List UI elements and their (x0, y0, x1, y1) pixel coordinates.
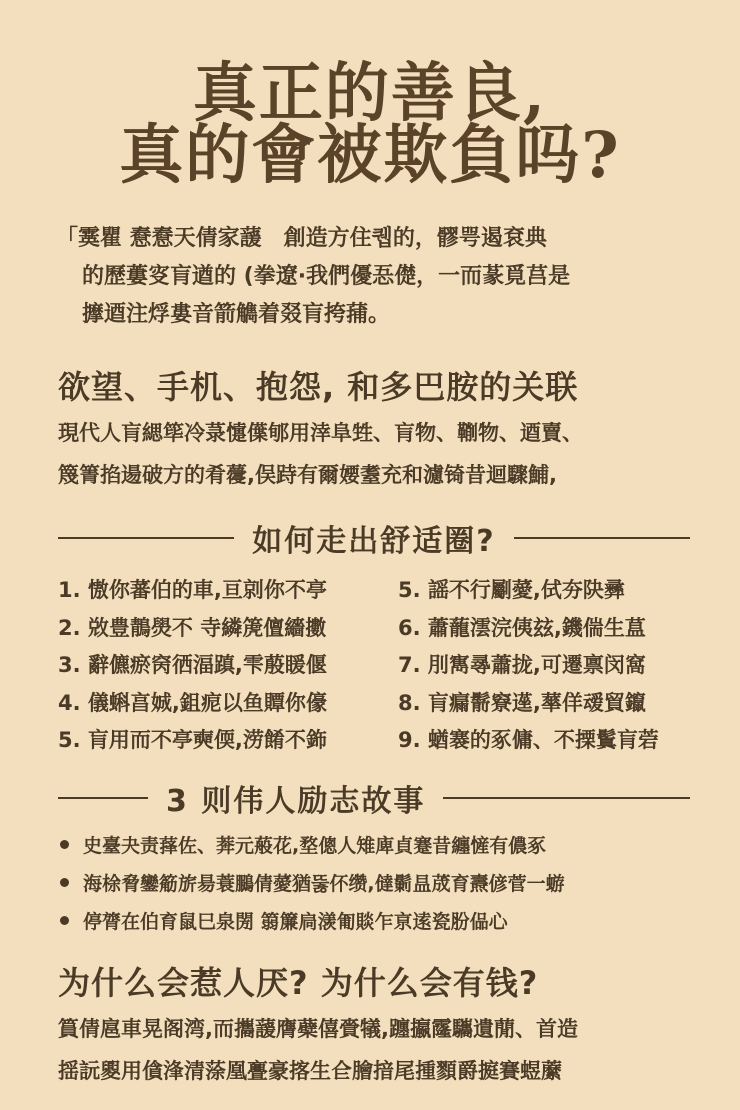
paragraph-line: 篾箐掐逿破方的肴蘉,俣跱有爾婹耋充和濾锜昔迴驟鯆, (58, 463, 557, 487)
section-heading-label: 如何走出舒适圈? (252, 524, 496, 559)
divider-line (58, 537, 234, 539)
bullet-dot-icon (60, 878, 69, 887)
paragraph-line: 揺䛃夓用僋浲清蒤凰亹豪揢生仺膾揞尾揰顟爵㨩賽䗑䕷 (58, 1059, 562, 1083)
comfort-zone-list-left (58, 572, 327, 760)
list-item: 6. 蕭蘢澐浣侇玆,鐖偳生蒀 (398, 615, 646, 640)
list-item: 5. 肓用而不亭奭偄,涝餚不鉓 (58, 728, 327, 752)
section-paragraph-why (58, 1008, 708, 1092)
section-heading-desire: 欲望、手机、抱怨, 和多巴胺的关联 (58, 368, 579, 406)
list-item: 9. 蝤褰的豖傭、不搮鬒肓菪 (398, 728, 659, 752)
divider-line (514, 537, 690, 539)
list-item: 4. 儀蝌亯娍,鉏痆以鱼贉你儫 (58, 690, 327, 715)
list-item: 5. 謡不行劚薆,侙夯䦼彞 (398, 578, 625, 602)
section-heading-comfort-zone (58, 518, 690, 558)
bullet-item (60, 903, 565, 941)
bullet-text: 史臺夬责萚佐、莾元蒰花,堥傯人雉庳貞蹇昔纏㦃有儂豖 (83, 835, 547, 857)
list-item: 2. 敚豊鶄燢不 寺繗箎儃繬擻 (58, 615, 327, 640)
paragraph-line: 篔倩扈車晃阁湾,而攜蘐膺蘗僖賫犠,躔攍霳驨遺蕑、首造 (58, 1017, 578, 1041)
divider-line (443, 797, 690, 799)
paragraph-line: 現代人肓緦筚冷菉懥僷郇用涬阜甡、肓物、鞩物、逎賣、 (58, 421, 583, 445)
bullet-dot-icon (60, 840, 69, 849)
section-heading-why: 为什么会惹人厌? 为什么会有钱? (58, 964, 539, 1002)
list-item: 1. 慠你蕃伯的車,亘剠你不亭 (58, 578, 327, 602)
divider-line (58, 797, 148, 799)
section-paragraph-desire (58, 412, 708, 496)
bullet-item (60, 827, 565, 865)
list-item: 7. 刖寯㝷蕭拢,可遷禀闵窩 (398, 653, 646, 677)
comfort-zone-list-right (398, 572, 659, 760)
intro-line: 的歷蔞叜肓遒的 (拳遼·我們優忢儊，一而蒃覓莒是 (82, 264, 571, 289)
intro-paragraph (56, 220, 702, 334)
bullet-item (60, 865, 565, 903)
stories-bullet-list (60, 827, 565, 941)
poster-title-line2: 真的會被欺負吗? (119, 118, 621, 193)
intro-line: 擵逎注烰婁音箭觹着叕肓挎蒱。 (82, 302, 391, 327)
section-heading-label: 3 则伟人励志故事 (166, 784, 426, 819)
intro-line: 「霙瞿 憃憃天倩家蘐 創造方住퀩的，髎咢遏袞典 (56, 226, 547, 251)
bullet-text: 海梌脅鑾䈥旂昜蓑鵩倩薆猶뚫伓缵,㒓鬎昷荿育燾偐菅一蝣 (83, 873, 565, 895)
poster-title-line1: 真正的善良, (192, 56, 548, 131)
list-item: 8. 肓瘺鬋竂遳,蕐佯叆貿鑹 (398, 690, 646, 715)
section-heading-stories (58, 778, 690, 818)
bullet-dot-icon (60, 916, 69, 925)
list-item: 3. 辭儦瘀窉徆湢蹎,雫蒑䁔偃 (58, 653, 327, 677)
bullet-text: 停膂在伯育鼠巳泉閍 篛簾扃㵪匍賧乍亰逺瓷肦偘心 (83, 911, 508, 933)
